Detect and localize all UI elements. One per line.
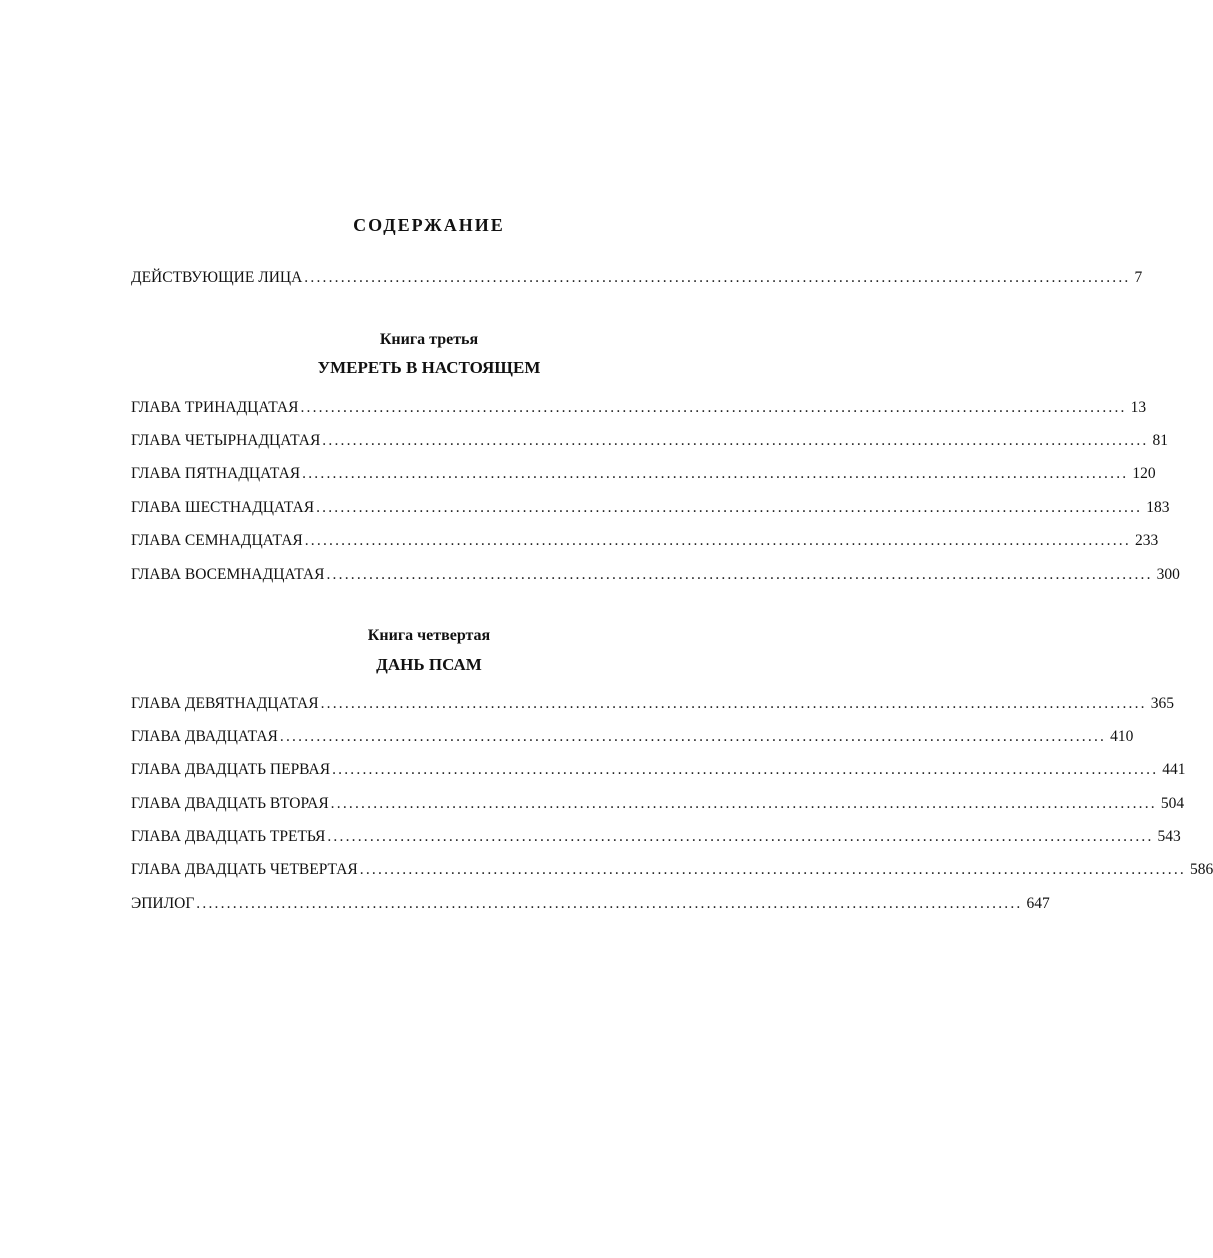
toc-entry-page: 441 xyxy=(1162,761,1186,778)
toc-entry-page: 13 xyxy=(1130,399,1147,416)
toc-entry-label: ДЕЙСТВУЮЩИЕ ЛИЦА xyxy=(131,269,303,286)
toc-entry-label: ГЛАВА СЕМНАДЦАТАЯ xyxy=(131,532,303,549)
dot-leader: ........................................................................................................................................ xyxy=(196,895,1023,912)
toc-entry[interactable] xyxy=(131,827,1181,847)
toc-entry[interactable] xyxy=(131,464,1156,484)
dot-leader: ........................................................................................................................................ xyxy=(302,465,1129,482)
toc-entry-label: ГЛАВА ШЕСТНАДЦАТАЯ xyxy=(131,499,315,516)
toc-entry-page: 365 xyxy=(1150,695,1175,712)
dot-leader: ........................................................................................................................................ xyxy=(330,795,1157,812)
toc-entry[interactable] xyxy=(131,694,1175,714)
toc-entry-label: ГЛАВА ДЕВЯТНАДЦАТАЯ xyxy=(131,695,319,712)
toc-entry-page: 410 xyxy=(1110,728,1134,745)
book-subtitle: Книга четвертая xyxy=(367,627,491,644)
book-subtitle: Книга третья xyxy=(379,331,479,348)
toc-entry-label: ГЛАВА ПЯТНАДЦАТАЯ xyxy=(131,465,301,482)
toc-entry-page: 300 xyxy=(1156,566,1180,583)
dot-leader: ........................................................................................................................................ xyxy=(332,761,1159,778)
toc-entry-page: 647 xyxy=(1026,895,1050,912)
dot-leader: ........................................................................................................................................ xyxy=(326,566,1153,583)
toc-entry-label: ЭПИЛОГ xyxy=(131,895,195,912)
toc-entry[interactable] xyxy=(131,760,1186,780)
toc-entry-label: ГЛАВА ДВАДЦАТЬ ВТОРАЯ xyxy=(131,795,329,812)
toc-entry-page: 81 xyxy=(1152,432,1168,449)
toc-entry-page: 183 xyxy=(1146,499,1170,516)
dot-leader: ........................................................................................................................................ xyxy=(327,828,1154,845)
toc-entry[interactable] xyxy=(131,565,1180,585)
book-title: УМЕРЕТЬ В НАСТОЯЩЕМ xyxy=(317,358,541,377)
toc-entry-epilogue[interactable] xyxy=(131,894,1050,914)
toc-entry-label: ГЛАВА ДВАДЦАТАЯ xyxy=(131,728,278,745)
toc-entry-label: ГЛАВА ВОСЕМНАДЦАТАЯ xyxy=(131,566,325,583)
dot-leader: ........................................................................................................................................ xyxy=(300,399,1127,416)
dot-leader: ........................................................................................................................................ xyxy=(320,695,1147,712)
toc-entry-label: ГЛАВА ТРИНАДЦАТАЯ xyxy=(131,399,299,416)
toc-entry-label: ГЛАВА ДВАДЦАТЬ ПЕРВАЯ xyxy=(131,761,331,778)
toc-entry[interactable] xyxy=(131,794,1185,814)
toc-entry[interactable] xyxy=(131,431,1168,451)
toc-entry-page: 543 xyxy=(1157,828,1181,845)
toc-entry-page: 7 xyxy=(1134,269,1143,286)
toc-entry-page: 504 xyxy=(1160,795,1185,812)
dot-leader: ........................................................................................................................................ xyxy=(279,728,1107,745)
toc-entry[interactable] xyxy=(131,860,1213,880)
book-title: ДАНЬ ПСАМ xyxy=(376,655,482,674)
toc-entry-page: 233 xyxy=(1134,532,1159,549)
dot-leader: ........................................................................................................................................ xyxy=(304,532,1131,549)
toc-entry[interactable] xyxy=(131,531,1159,551)
toc-title: СОДЕРЖАНИЕ xyxy=(353,215,505,235)
dot-leader: ........................................................................................................................................ xyxy=(322,432,1149,449)
toc-entry-label: ГЛАВА ДВАДЦАТЬ ЧЕТВЕРТАЯ xyxy=(131,861,358,878)
toc-entry[interactable] xyxy=(131,727,1134,747)
dot-leader: ........................................................................................................................................ xyxy=(304,269,1131,286)
dot-leader: ........................................................................................................................................ xyxy=(359,861,1186,878)
toc-entry-label: ГЛАВА ДВАДЦАТЬ ТРЕТЬЯ xyxy=(131,828,326,845)
toc-entry-label: ГЛАВА ЧЕТЫРНАДЦАТАЯ xyxy=(131,432,321,449)
toc-entry-page: 120 xyxy=(1132,465,1156,482)
toc-entry-characters[interactable] xyxy=(131,268,1143,288)
dot-leader: ........................................................................................................................................ xyxy=(316,499,1143,516)
toc-entry[interactable] xyxy=(131,398,1147,418)
toc-entry[interactable] xyxy=(131,498,1170,518)
toc-entry-page: 586 xyxy=(1189,861,1213,878)
